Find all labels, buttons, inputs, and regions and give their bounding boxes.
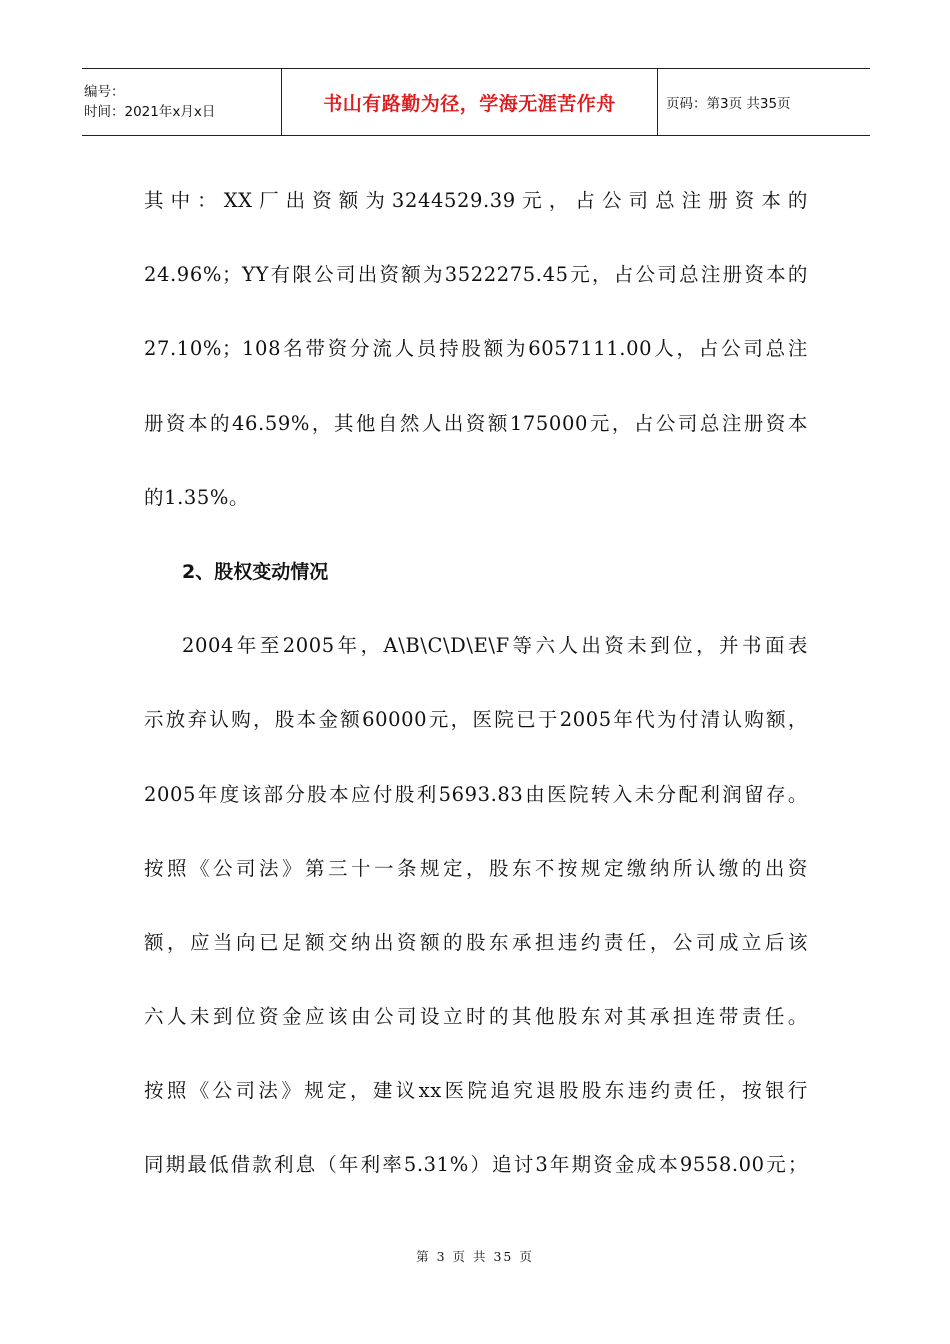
- document-date: 时间：2021年x月x日: [84, 104, 216, 120]
- paragraph-line: 同期最低借款利息（年利率5.31%）追讨3年期资金成本9558.00元；: [144, 1153, 808, 1177]
- header-motto: 书山有路勤为径，学海无涯苦作舟: [323, 92, 616, 115]
- page-footer: 第 3 页 共 35 页: [416, 1249, 534, 1264]
- body-line: 册资本的46.59%，其他自然人出资额175000元，占公司总注册资本: [144, 411, 808, 435]
- document-number-label: 编号：: [84, 84, 125, 100]
- paragraph-line: 额，应当向已足额交纳出资额的股东承担违约责任，公司成立后该: [144, 930, 808, 954]
- section-heading: 2、股权变动情况: [182, 560, 329, 583]
- header-page-info-cell: [658, 69, 870, 135]
- body-line: 的1.35%。: [144, 485, 250, 509]
- paragraph-line: 按照《公司法》第三十一条规定，股东不按规定缴纳所认缴的出资: [144, 856, 808, 880]
- paragraph-line: 示放弃认购，股本金额60000元，医院已于2005年代为付清认购额，: [144, 708, 808, 732]
- header-motto-cell: [282, 69, 658, 135]
- body-line: 其中：XX厂出资额为3244529.39元，占公司总注册资本的: [144, 189, 808, 212]
- body-line: 27.10%；108名带资分流人员持股额为6057111.00人，占公司总注: [144, 337, 808, 361]
- document-body: [144, 164, 808, 1203]
- page-header: [82, 68, 870, 136]
- paragraph-line: 六人未到位资金应该由公司设立时的其他股东对其承担连带责任。: [144, 1005, 808, 1029]
- header-page-info: 页码：第3页 共35页: [666, 96, 791, 112]
- paragraph-line: 2005年度该部分股本应付股利5693.83由医院转入未分配利润留存。: [144, 782, 808, 806]
- paragraph-line: 2004年至2005年，A\B\C\D\E\F等六人出资未到位，并书面表: [182, 634, 808, 658]
- body-line: 24.96%；YY有限公司出资额为3522275.45元，占公司总注册资本的: [144, 263, 808, 287]
- paragraph-line: 按照《公司法》规定，建议xx医院追究退股股东违约责任，按银行: [144, 1079, 808, 1103]
- header-meta: [82, 69, 282, 135]
